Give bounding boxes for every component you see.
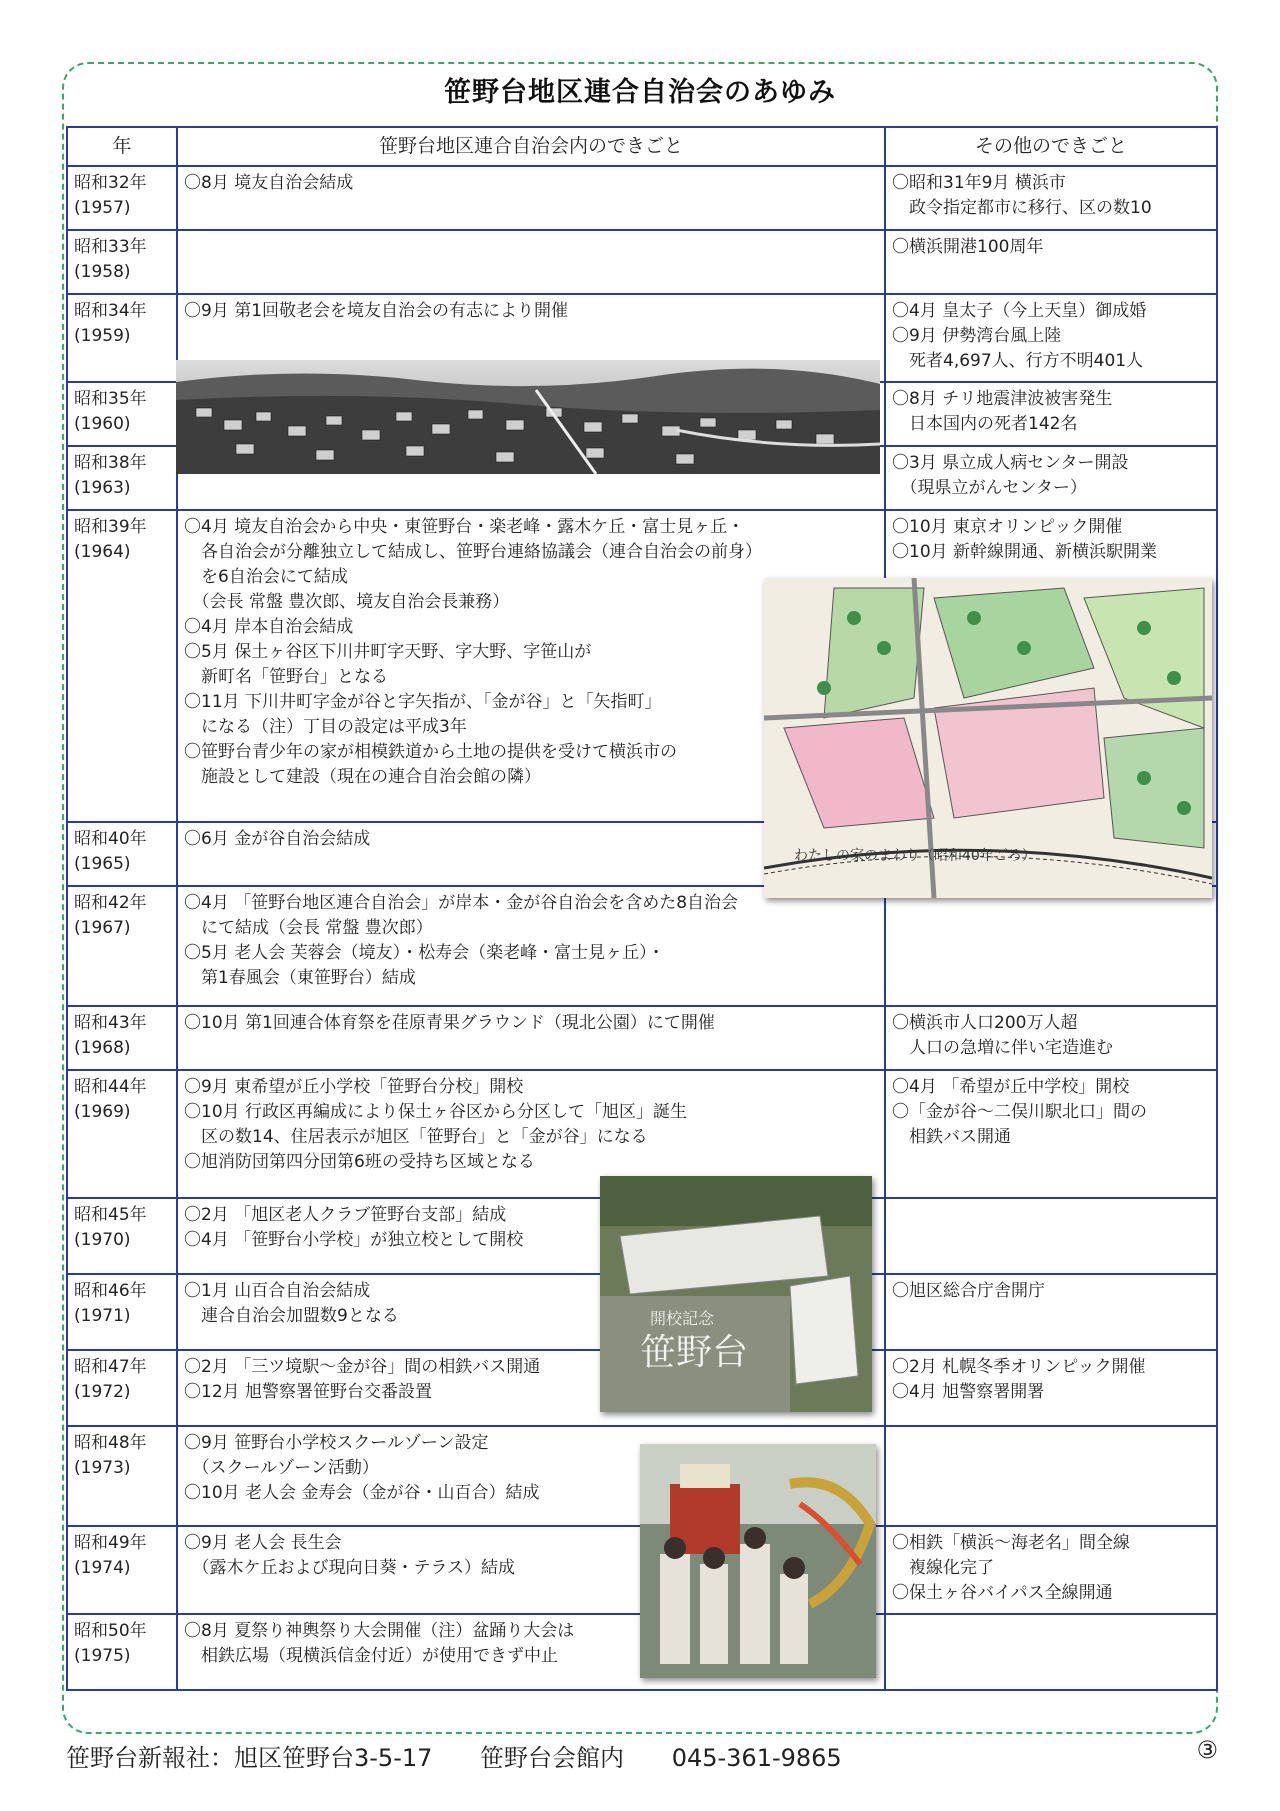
event-line: （スクールゾーン活動）	[184, 1458, 379, 1478]
other-events-cell	[885, 1350, 1217, 1426]
other-events-cell	[885, 230, 1217, 294]
event-line: を6自治会にて結成	[184, 567, 348, 587]
event-line: 〇笹野台青少年の家が相模鉄道から土地の提供を受けて横浜市の	[184, 742, 677, 762]
year-cell: 昭和39年 (1964)	[67, 510, 177, 822]
event-line: 〇旭消防団第四分団第6班の受持ち区域となる	[184, 1152, 535, 1172]
event-line: 〇9月 老人会 長生会	[184, 1533, 342, 1553]
event-line: 死者4,697人、行方不明401人	[892, 351, 1144, 371]
table-row	[67, 1006, 1217, 1070]
event-line: 〇10月 新幹線開通、新横浜駅開業	[892, 542, 1158, 562]
event-line: 〇10月 第1回連合体育祭を荏原青果グラウンド（現北公園）にて開催	[184, 1013, 715, 1033]
school-field-sublettering: 開校記念	[650, 1309, 715, 1328]
footer-phone: 045-361-9865	[671, 1744, 842, 1772]
year-cell: 昭和40年 (1965)	[67, 822, 177, 886]
header-year: 年	[67, 127, 177, 166]
event-line: （露木ケ丘および現向日葵・テラス）結成	[184, 1558, 515, 1578]
map-caption: わたしの家のまわり（昭和40年ごろ）	[794, 848, 1036, 864]
page-title: 笹野台地区連合自治会のあゆみ	[444, 77, 836, 108]
housing-panorama-photo	[176, 360, 880, 474]
event-line: にて結成（会長 常盤 豊次郎）	[184, 918, 433, 938]
local-events-cell	[177, 166, 885, 230]
other-events-cell	[885, 1526, 1217, 1614]
event-line: （現県立がんセンター）	[892, 478, 1087, 498]
other-events-cell	[885, 1198, 1217, 1274]
year-cell: 昭和46年 (1971)	[67, 1274, 177, 1350]
event-line: 〇横浜市人口200万人超	[892, 1013, 1078, 1033]
event-line: 〇4月 岸本自治会結成	[184, 617, 354, 637]
event-line: 新町名「笹野台」となる	[184, 667, 388, 687]
event-line: 〇8月 夏祭り神輿祭り大会開催（注）盆踊り大会は	[184, 1621, 575, 1641]
local-events-cell	[177, 230, 885, 294]
event-line: 〇4月 旭警察署開署	[892, 1382, 1045, 1402]
event-line: 〇10月 行政区再編成により保土ヶ谷区から分区して「旭区」誕生	[184, 1102, 688, 1122]
event-line: 人口の急増に伴い宅造進む	[892, 1038, 1113, 1058]
event-line: 〇9月 笹野台小学校スクールゾーン設定	[184, 1433, 489, 1453]
footer-venue: 笹野台会館内	[480, 1744, 625, 1772]
other-events-cell	[885, 294, 1217, 382]
event-line: 〇保土ヶ谷バイパス全線開通	[892, 1583, 1113, 1603]
other-events-cell	[885, 1274, 1217, 1350]
event-line: 連合自治会加盟数9となる	[184, 1306, 399, 1326]
event-line: （会長 常盤 豊次郎、境友自治会長兼務）	[184, 592, 510, 612]
year-cell: 昭和45年 (1970)	[67, 1198, 177, 1274]
year-cell: 昭和42年 (1967)	[67, 886, 177, 1006]
event-line: 〇12月 旭警察署笹野台交番設置	[184, 1382, 433, 1402]
event-line: 〇11月 下川井町字金が谷と字矢指が、「金が谷」と「矢指町」	[184, 692, 662, 712]
hand-drawn-map-image	[764, 578, 1212, 898]
event-line: 〇2月 札幌冬季オリンピック開催	[892, 1357, 1146, 1377]
event-line: になる（注）丁目の設定は平成3年	[184, 717, 467, 737]
year-cell: 昭和48年 (1973)	[67, 1426, 177, 1526]
year-cell: 昭和38年 (1963)	[67, 446, 177, 510]
event-line: 区の数14、住居表示が旭区「笹野台」と「金が谷」になる	[184, 1127, 648, 1147]
event-line: 〇横浜開港100周年	[892, 237, 1044, 257]
table-row	[67, 166, 1217, 230]
event-line: 〇2月 「三ツ境駅～金が谷」間の相鉄バス開通	[184, 1357, 541, 1377]
year-cell: 昭和35年 (1960)	[67, 382, 177, 446]
festival-mikoshi-image	[640, 1444, 876, 1678]
other-events-cell	[885, 166, 1217, 230]
event-line: 施設として建設（現在の連合自治会館の隣）	[184, 767, 541, 787]
event-line: 〇4月 「笹野台地区連合自治会」が岸本・金が谷自治会を含めた8自治会	[184, 893, 739, 913]
festival-mikoshi-photo	[640, 1444, 876, 1678]
year-cell: 昭和33年 (1958)	[67, 230, 177, 294]
year-cell: 昭和43年 (1968)	[67, 1006, 177, 1070]
year-cell: 昭和49年 (1974)	[67, 1526, 177, 1614]
event-line: 〇8月 境友自治会結成	[184, 173, 354, 193]
event-line: 第1春風会（東笹野台）結成	[184, 968, 416, 988]
event-line: 〇8月 チリ地震津波被害発生	[892, 389, 1113, 409]
event-line: 〇4月 皇太子（今上天皇）御成婚	[892, 301, 1147, 321]
event-line: 〇3月 県立成人病センター開設	[892, 453, 1129, 473]
school-aerial-photo	[600, 1176, 872, 1412]
event-line: 各自治会が分離独立して結成し、笹野台連絡協議会（連合自治会の前身）	[184, 542, 762, 562]
table-row	[67, 230, 1217, 294]
footer	[66, 1738, 882, 1773]
hand-drawn-map-photo	[764, 578, 1212, 898]
year-cell: 昭和34年 (1959)	[67, 294, 177, 382]
school-field-lettering: 笹野台	[640, 1332, 749, 1373]
event-line: 〇9月 伊勢湾台風上陸	[892, 326, 1062, 346]
event-line: 相鉄広場（現横浜信金付近）が使用できず中止	[184, 1646, 558, 1666]
event-line: 〇5月 老人会 芙蓉会（境友）・松寿会（楽老峰・富士見ヶ丘）・	[184, 943, 665, 963]
other-events-cell	[885, 1006, 1217, 1070]
event-line: 相鉄バス開通	[892, 1127, 1011, 1147]
event-line: 政令指定都市に移行、区の数10	[892, 198, 1152, 218]
page-number: ③	[1196, 1736, 1218, 1764]
event-line: 〇9月 東希望が丘小学校「笹野台分校」開校	[184, 1077, 524, 1097]
event-line: 〇6月 金が谷自治会結成	[184, 829, 371, 849]
local-events-cell	[177, 886, 885, 1006]
event-line: 〇4月 「笹野台小学校」が独立校として開校	[184, 1230, 524, 1250]
year-cell: 昭和32年 (1957)	[67, 166, 177, 230]
event-line: 〇2月 「旭区老人クラブ笹野台支部」結成	[184, 1205, 507, 1225]
other-events-cell	[885, 1426, 1217, 1526]
event-line: 〇旭区総合庁舎開庁	[892, 1281, 1045, 1301]
event-line: 複線化完了	[892, 1558, 994, 1578]
other-events-cell	[885, 1070, 1217, 1198]
header-local-events: 笹野台地区連合自治会内のできごと	[177, 127, 885, 166]
event-line: 日本国内の死者142名	[892, 414, 1078, 434]
year-cell: 昭和50年 (1975)	[67, 1614, 177, 1690]
other-events-cell	[885, 446, 1217, 510]
event-line: 〇相鉄「横浜～海老名」間全線	[892, 1533, 1130, 1553]
event-line: 〇4月 「希望が丘中学校」開校	[892, 1077, 1130, 1097]
year-cell: 昭和44年 (1969)	[67, 1070, 177, 1198]
footer-publisher: 笹野台新報社：旭区笹野台3-5-17	[66, 1744, 433, 1772]
school-aerial-image	[600, 1176, 872, 1412]
other-events-cell	[885, 1614, 1217, 1690]
event-line: 〇1月 山百合自治会結成	[184, 1281, 371, 1301]
event-line: 〇昭和31年9月 横浜市	[892, 173, 1066, 193]
event-line: 〇10月 老人会 金寿会（金が谷・山百合）結成	[184, 1483, 540, 1503]
event-line: 〇10月 東京オリンピック開催	[892, 517, 1123, 537]
other-events-cell	[885, 886, 1217, 1006]
event-line: 〇9月 第1回敬老会を境友自治会の有志により開催	[184, 301, 569, 321]
header-other-events: その他のできごと	[885, 127, 1217, 166]
other-events-cell	[885, 382, 1217, 446]
event-line: 〇4月 境友自治会から中央・東笹野台・楽老峰・露木ケ丘・富士見ヶ丘・	[184, 517, 745, 537]
event-line: 〇5月 保土ヶ谷区下川井町字天野、字大野、字笹山が	[184, 642, 592, 662]
year-cell: 昭和47年 (1972)	[67, 1350, 177, 1426]
housing-panorama-image	[176, 360, 880, 474]
local-events-cell	[177, 1006, 885, 1070]
table-row	[67, 886, 1217, 1006]
event-line: 〇「金が谷～二俣川駅北口」間の	[892, 1102, 1147, 1122]
table-header-row	[67, 127, 1217, 166]
